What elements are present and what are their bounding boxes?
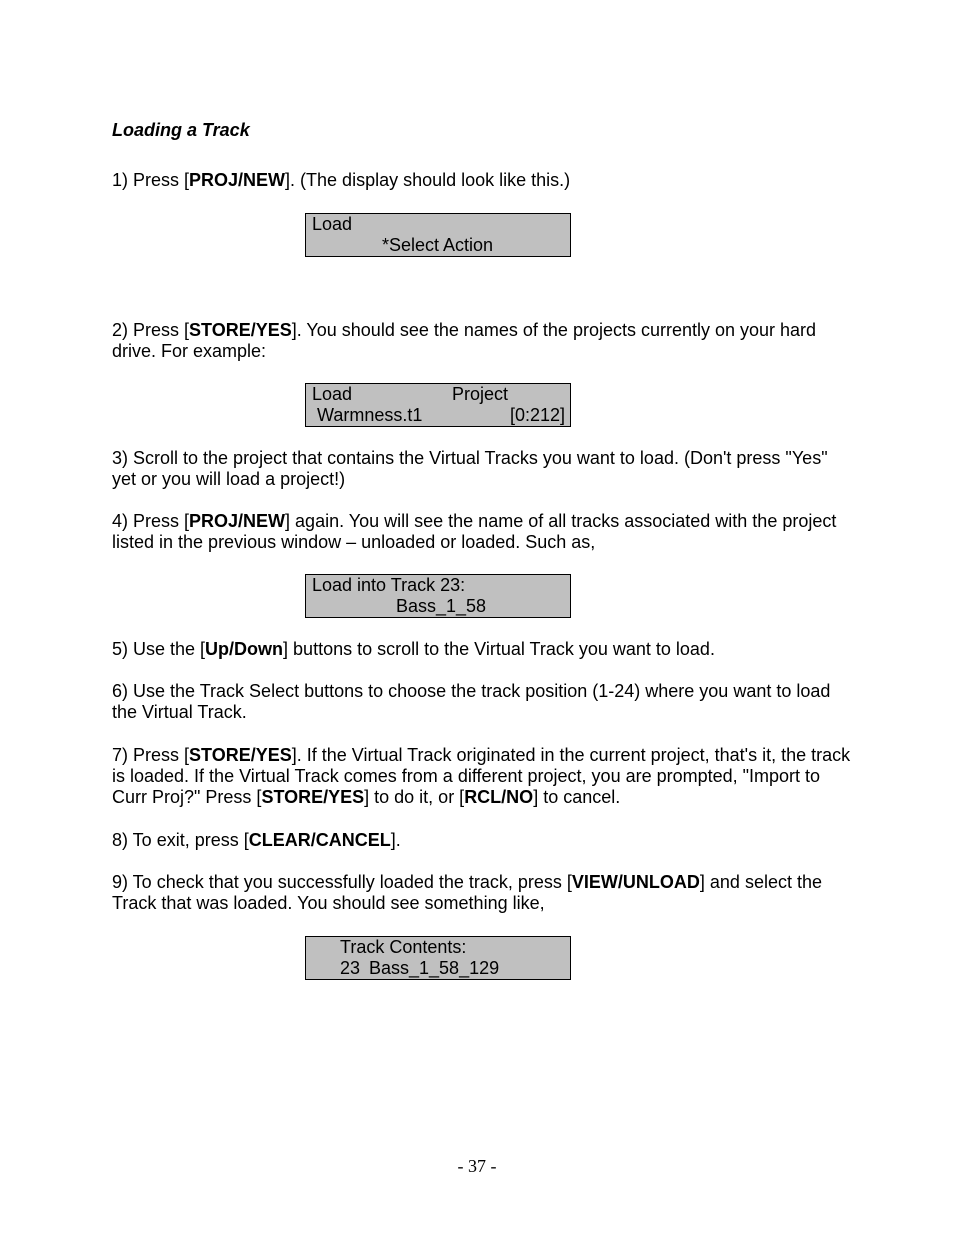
lcd-line1: Load	[312, 214, 353, 234]
step-3: 3) Scroll to the project that contains the Virtual Tracks you want to load. (Don't press "Yes" yet or you will load a project!)	[112, 448, 828, 489]
lcd-display-select-action	[305, 213, 571, 257]
key-proj-new: PROJ/NEW	[189, 511, 286, 531]
page-number: - 37 -	[457, 1156, 497, 1176]
step-5: 5) Use the [Up/Down] buttons to scroll to the Virtual Track you want to load.	[112, 639, 715, 659]
step-2: 2) Press [STORE/YES]. You should see the names of the projects currently on your hard drive. For example:	[112, 320, 817, 361]
lcd-display-track-contents	[305, 936, 571, 980]
section-title: Loading a Track	[112, 120, 250, 140]
lcd-line2-track-name: Bass_1_58_129	[369, 958, 500, 978]
key-store-yes: STORE/YES	[189, 320, 292, 340]
key-store-yes: STORE/YES	[261, 787, 365, 807]
step-1: 1) Press [PROJ/NEW]. (The display should look like this.)	[112, 170, 571, 190]
step-6: 6) Use the Track Select buttons to choose the track position (1-24) where you want to load the Virtual Track.	[112, 681, 831, 722]
lcd-line1: Track Contents:	[340, 937, 467, 957]
key-store-yes: STORE/YES	[189, 745, 292, 765]
lcd-display-project	[305, 383, 571, 427]
lcd-line1-left: Load	[312, 384, 353, 404]
lcd-line2: *Select Action	[382, 235, 494, 255]
step-7: 7) Press [STORE/YES]. If the Virtual Track originated in the current project, that's it, the track is loaded. If the Virtual Track comes from a different project, you are prompted, "Import to Curr Proj?" Press [STORE/YES] to do it, or [RCL/NO] to cancel.	[112, 745, 851, 807]
key-rcl-no: RCL/NO	[464, 787, 534, 807]
step-8: 8) To exit, press [CLEAR/CANCEL].	[112, 830, 401, 850]
lcd-line2-right: [0:212]	[509, 405, 565, 425]
key-view-unload: VIEW/UNLOAD	[571, 872, 700, 892]
lcd-line2-left: Warmness.t1	[317, 405, 423, 425]
key-proj-new: PROJ/NEW	[189, 170, 286, 190]
step-9: 9) To check that you successfully loaded the track, press [VIEW/UNLOAD] and select the Track that was loaded. You should see something like,	[112, 872, 822, 913]
lcd-line1-right: Project	[452, 384, 509, 404]
key-clear-cancel: CLEAR/CANCEL	[248, 830, 391, 850]
lcd-display-load-into-track	[305, 574, 571, 618]
lcd-line1: Load into Track 23:	[312, 575, 466, 595]
key-up-down: Up/Down	[205, 639, 284, 659]
step-4: 4) Press [PROJ/NEW] again. You will see the name of all tracks associated with the project listed in the previous window – unloaded or loaded. Such as,	[112, 511, 837, 552]
lcd-line2: Bass_1_58	[396, 596, 487, 616]
lcd-line2-track-number: 23	[340, 958, 361, 978]
